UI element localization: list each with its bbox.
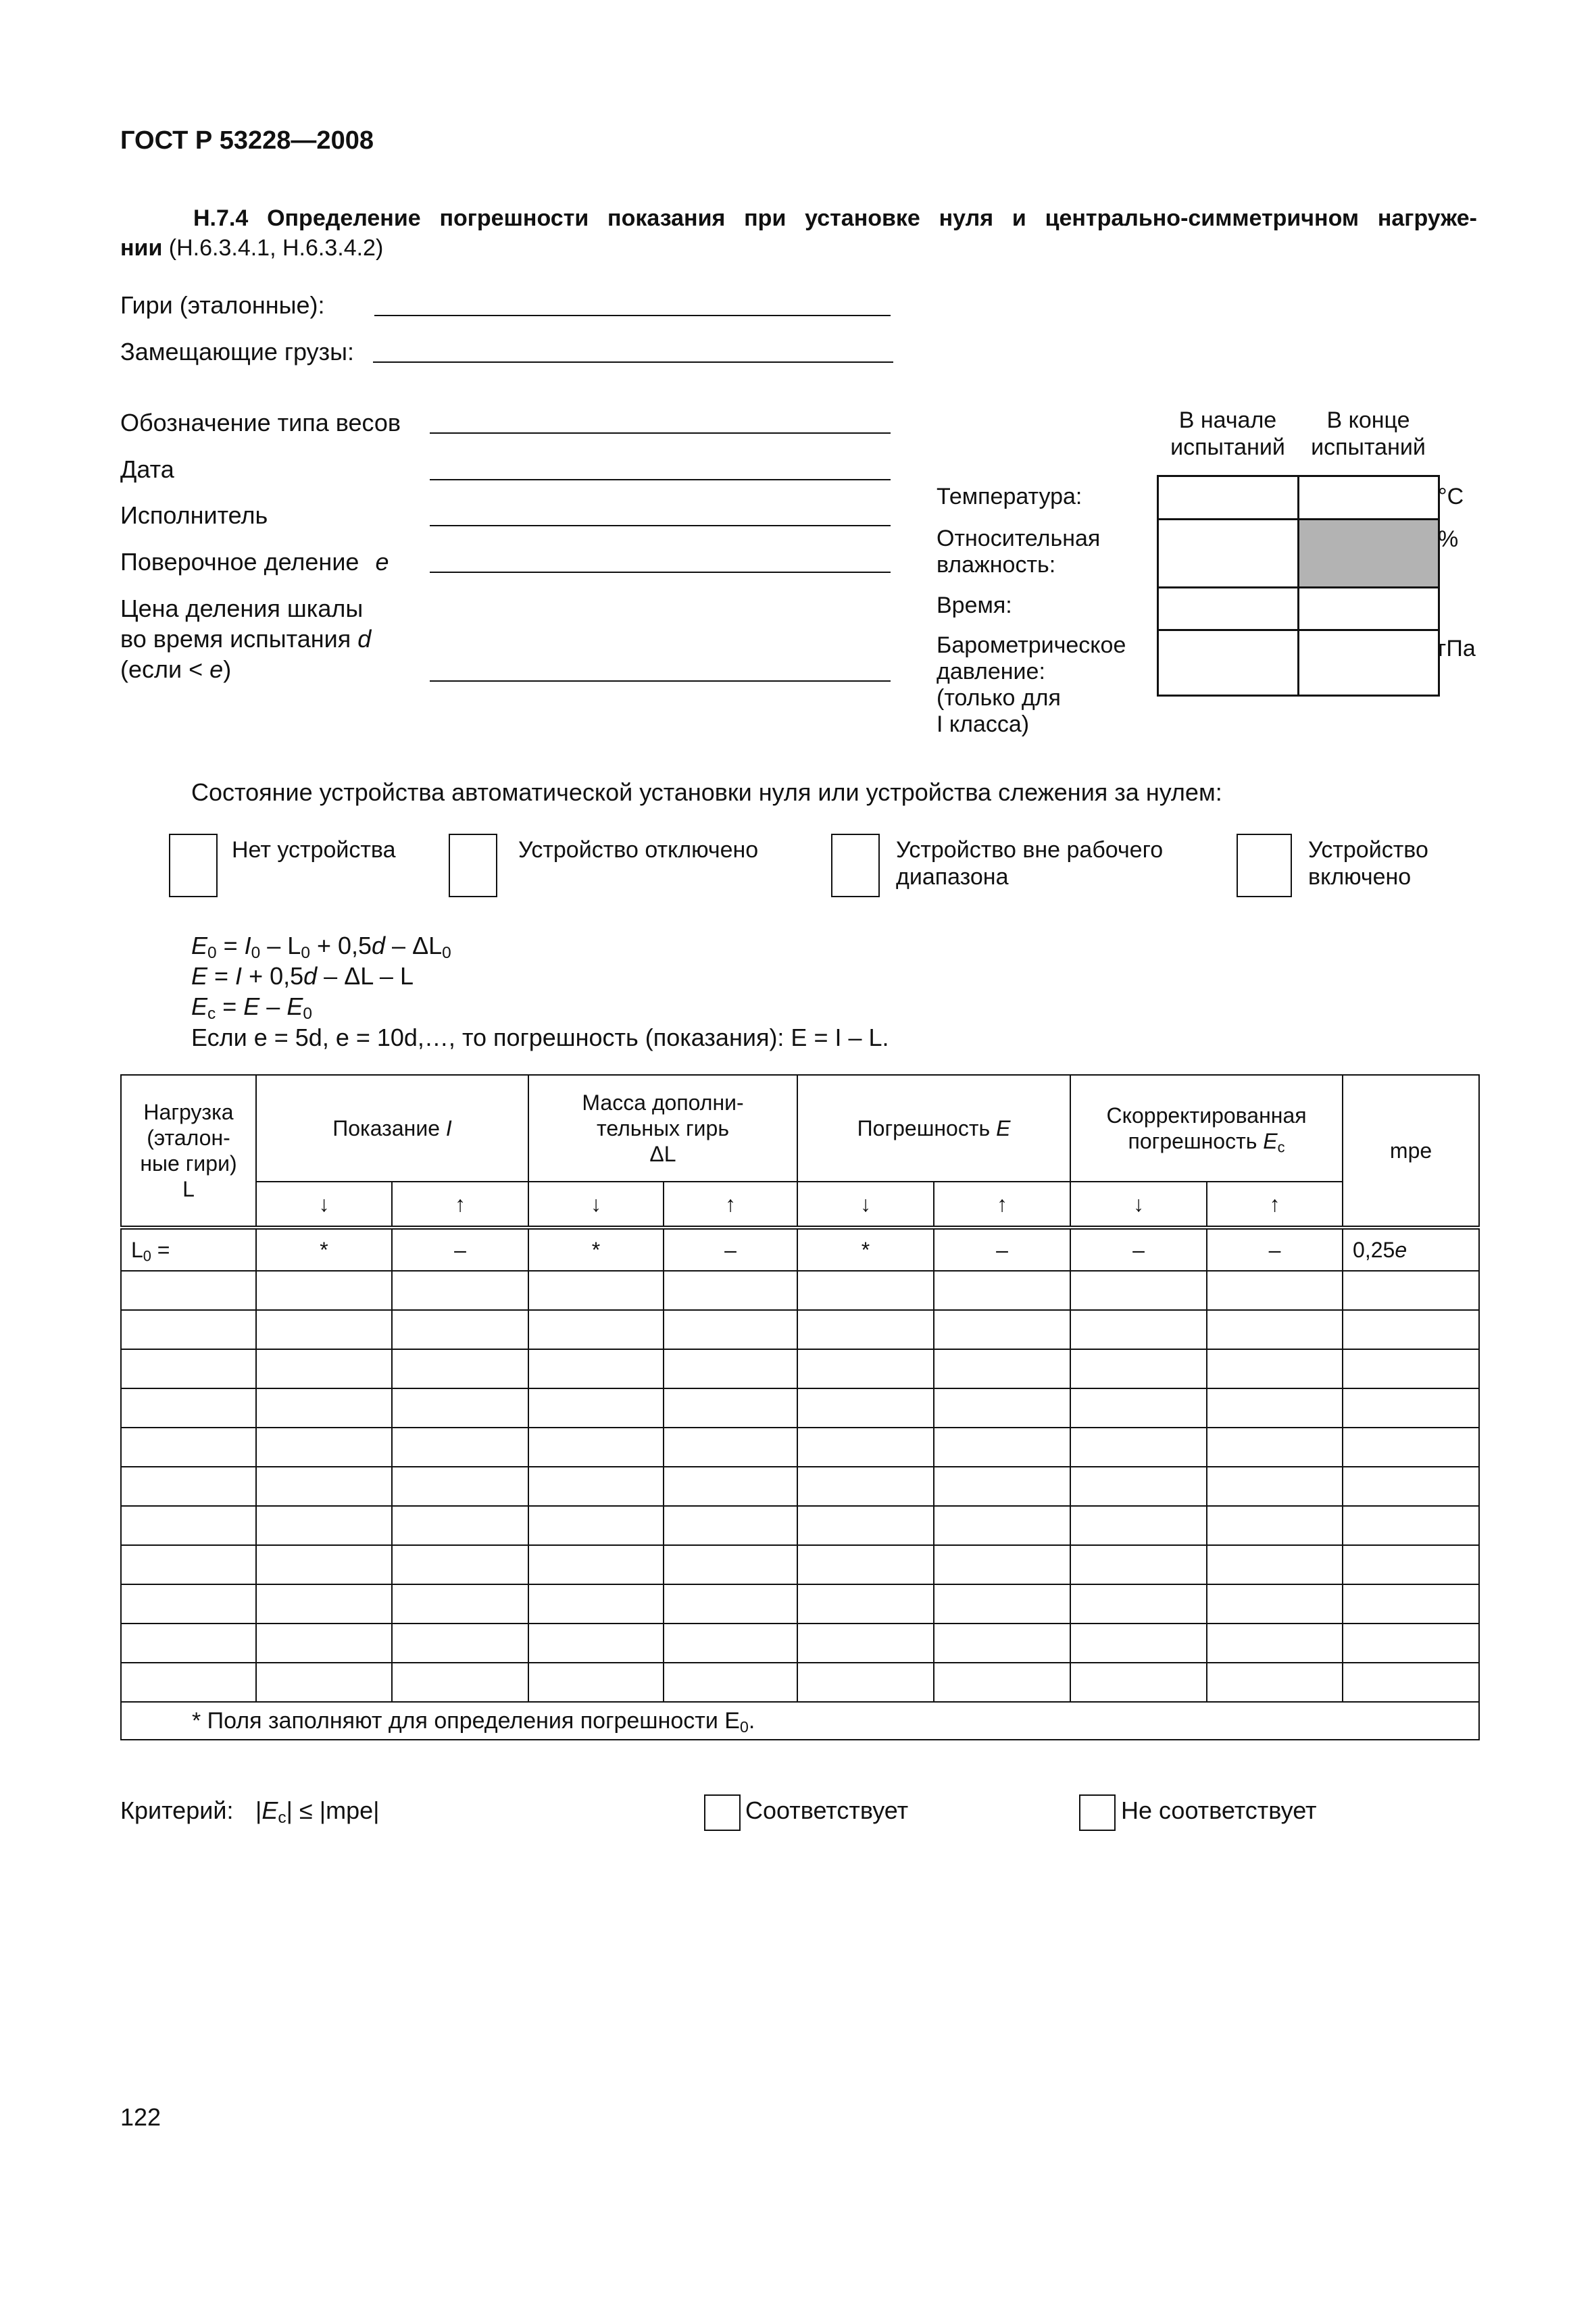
- row0-mass-up: –: [664, 1228, 797, 1271]
- time-end-cell[interactable]: [1299, 588, 1439, 630]
- scale-interval-line3: (если < e): [120, 655, 232, 683]
- arrow-up-indication: ↑: [392, 1182, 528, 1228]
- header-load: Нагрузка (эталон- ные гири) L: [121, 1075, 256, 1228]
- table-row[interactable]: [121, 1506, 1479, 1545]
- formula-corrected-error: $E_c = E - E_0$: [191, 992, 312, 1024]
- device-disabled-checkbox[interactable]: [449, 834, 497, 897]
- verification-division-symbol: e: [375, 548, 389, 576]
- row0-indication-up: –: [392, 1228, 528, 1271]
- pass-checkbox[interactable]: [704, 1794, 741, 1831]
- arrow-up-mass: ↑: [664, 1182, 797, 1228]
- formula-zero-error: $E_0 = I_0 - L_0 + 0,5d - \Delta L_0$: [191, 932, 451, 963]
- row0-corrected-up: –: [1207, 1228, 1343, 1271]
- header-mpe: mpe: [1343, 1075, 1479, 1228]
- temperature-label: Температура:: [937, 484, 1082, 509]
- arrow-down-indication: ↓: [256, 1182, 392, 1228]
- table-row[interactable]: [121, 1428, 1479, 1467]
- scale-interval-line1: Цена деления шкалы: [120, 595, 364, 622]
- environment-table: [1157, 475, 1440, 697]
- section-title-text: Определение погрешности показания при установке нуля и центрально-симметричном нагруже-: [267, 205, 1477, 231]
- table-row[interactable]: [121, 1663, 1479, 1702]
- header-additional-mass: Масса дополни- тельных гирь ΔL: [528, 1075, 797, 1182]
- humidity-unit: %: [1438, 526, 1459, 552]
- criterion-label: Критерий:: [120, 1796, 234, 1824]
- device-disabled-label: Устройство отключено: [518, 837, 759, 863]
- page-number: 122: [120, 2103, 161, 2131]
- env-col-end-header: В конце испытаний: [1311, 407, 1426, 460]
- pressure-end-cell[interactable]: [1299, 630, 1439, 696]
- device-out-of-range-label: Устройство вне рабочего диапазона: [896, 837, 1164, 890]
- table-row[interactable]: [121, 1349, 1479, 1388]
- humidity-label: Относительная влажность:: [937, 526, 1101, 578]
- table-row[interactable]: [121, 1310, 1479, 1349]
- table-row[interactable]: [121, 1624, 1479, 1663]
- no-device-label: Нет устройства: [232, 837, 396, 863]
- row0-error-up: –: [934, 1228, 1070, 1271]
- table-row[interactable]: [121, 1584, 1479, 1624]
- verification-division-field[interactable]: [430, 572, 891, 573]
- criterion-expression: $|E_c| \le |mpe|$: [255, 1796, 380, 1828]
- row0-load-label: $L_0$ =: [121, 1228, 256, 1271]
- section-number: Н.7.4: [193, 205, 249, 231]
- arrow-down-mass: ↓: [528, 1182, 664, 1228]
- device-out-of-range-checkbox[interactable]: [831, 834, 880, 897]
- date-label: Дата: [120, 455, 174, 483]
- arrow-up-corrected: ↑: [1207, 1182, 1343, 1228]
- scale-type-field[interactable]: [430, 432, 891, 434]
- executor-label: Исполнитель: [120, 501, 268, 529]
- arrow-down-corrected: ↓: [1070, 1182, 1207, 1228]
- formula-condition: Если e = 5d, e = 10d,…, то погрешность (показания): E = I – L.: [191, 1024, 889, 1051]
- substitute-loads-field[interactable]: [373, 361, 893, 363]
- fail-label: Не соответствует: [1121, 1796, 1317, 1824]
- table-row[interactable]: [121, 1271, 1479, 1310]
- temp-end-cell[interactable]: [1299, 476, 1439, 520]
- temp-start-cell[interactable]: [1158, 476, 1299, 520]
- pressure-label: Барометрическое давление: (только для I класса): [937, 632, 1126, 737]
- header-corrected-error: Скорректированная погрешность $E_c$: [1070, 1075, 1343, 1182]
- reference-weights-field[interactable]: [374, 315, 891, 316]
- temperature-unit: °C: [1438, 484, 1464, 509]
- scale-type-label: Обозначение типа весов: [120, 409, 401, 436]
- pressure-unit: гПа: [1438, 636, 1476, 661]
- table-footnote: * Поля заполняют для определения погрешности $E_0$.: [121, 1702, 1479, 1740]
- env-col-start-header: В начале испытаний: [1170, 407, 1285, 460]
- time-label: Время:: [937, 593, 1012, 618]
- section-title-cont: [120, 234, 383, 261]
- pressure-start-cell[interactable]: [1158, 630, 1299, 696]
- verification-division-text: Поверочное деление: [120, 548, 359, 576]
- document-standard-header: ГОСТ Р 53228—2008: [120, 126, 374, 155]
- humidity-start-cell[interactable]: [1158, 520, 1299, 588]
- humidity-end-cell-shaded: [1299, 520, 1439, 588]
- table-row[interactable]: [121, 1388, 1479, 1428]
- scale-interval-field[interactable]: [430, 680, 891, 682]
- row0-error-down[interactable]: *: [797, 1228, 934, 1271]
- header-error: Погрешность E: [797, 1075, 1070, 1182]
- row0-corrected-down: –: [1070, 1228, 1207, 1271]
- row0-indication-down[interactable]: *: [256, 1228, 392, 1271]
- arrow-up-error: ↑: [934, 1182, 1070, 1228]
- header-indication: Показание I: [256, 1075, 528, 1182]
- time-start-cell[interactable]: [1158, 588, 1299, 630]
- scale-interval-line2: во время испытания d: [120, 625, 372, 653]
- fail-checkbox[interactable]: [1079, 1794, 1116, 1831]
- substitute-loads-label: Замещающие грузы:: [120, 338, 355, 366]
- error-table: [120, 1074, 1480, 1740]
- verification-division-label: [120, 547, 389, 577]
- device-enabled-checkbox[interactable]: [1237, 834, 1292, 897]
- no-device-checkbox[interactable]: [169, 834, 218, 897]
- formula-error: E = I + 0,5d – ΔL – L: [191, 962, 414, 990]
- executor-field[interactable]: [430, 525, 891, 526]
- zero-device-heading: Состояние устройства автоматической установки нуля или устройства слежения за нулем:: [191, 778, 1222, 806]
- date-field[interactable]: [430, 479, 891, 480]
- reference-weights-label: Гири (эталонные):: [120, 291, 325, 319]
- section-title: [193, 205, 1477, 232]
- pass-label: Соответствует: [745, 1796, 909, 1824]
- table-row[interactable]: [121, 1467, 1479, 1506]
- row0-mass-down[interactable]: *: [528, 1228, 664, 1271]
- section-refs: (Н.6.3.4.1, Н.6.3.4.2): [168, 235, 384, 261]
- device-enabled-label: Устройство включено: [1308, 837, 1428, 890]
- table-row[interactable]: [121, 1545, 1479, 1584]
- scale-interval-label: [120, 593, 371, 684]
- table-row-zero: [121, 1228, 1479, 1271]
- row0-mpe: 0,25e: [1343, 1228, 1479, 1271]
- arrow-down-error: ↓: [797, 1182, 934, 1228]
- section-title-tail: нии: [120, 235, 163, 261]
